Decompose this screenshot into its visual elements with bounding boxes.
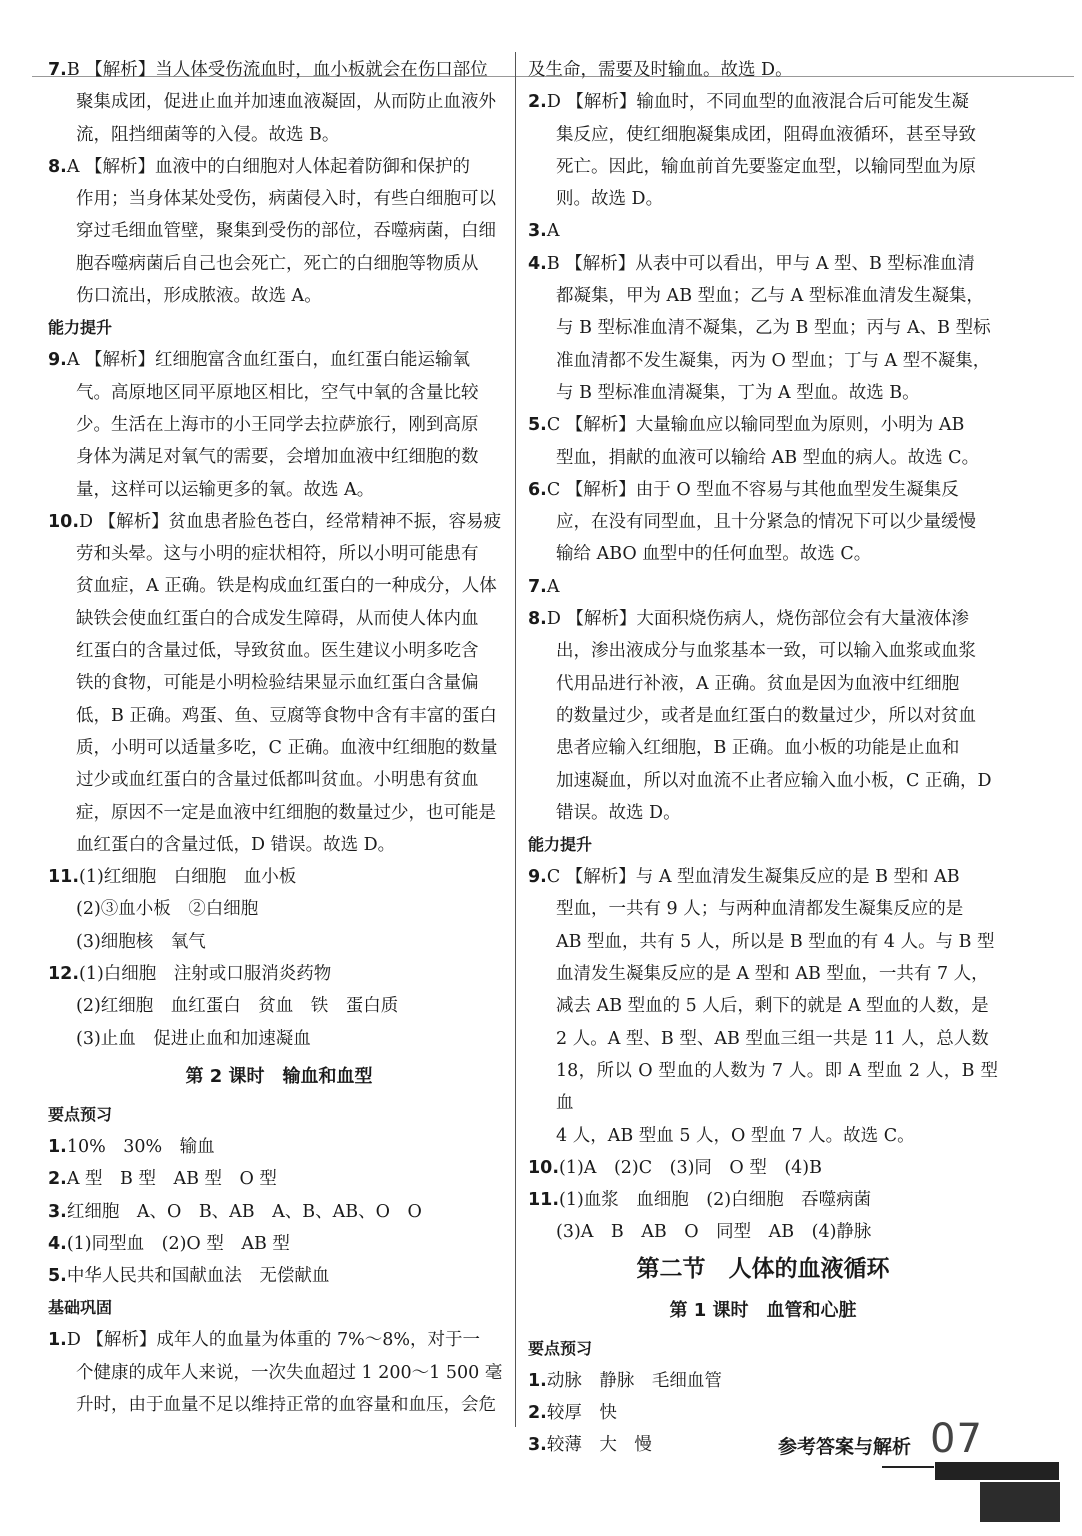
answer-line: 铁的食物，可能是小明检验结果显示血红蛋白含量偏 [76,673,479,694]
footer-bar [935,1462,1059,1480]
answer-line: 血红蛋白的含量过低，D 错误。故选 D。 [76,834,396,855]
answer-line: 加速凝血，所以对血流不止者应输入血小板，C 正确，D [556,770,992,791]
answer-item [48,1196,510,1228]
answer-item [48,1324,510,1421]
answer-text: 中华人民共和国献血法 无偿献血 [66,1266,330,1287]
lesson-title: 第 1 课时 血管和心脏 [669,1299,857,1321]
item-number: 9. [528,867,547,888]
answer-text: 红细胞 A、O B、AB A、B、AB、O O [66,1201,422,1222]
left-column [48,54,510,1421]
answer-text: C 【解析】与 A 型血清发生凝集反应的是 B 型和 AB [546,867,960,888]
item-number: 10. [48,511,80,532]
answer-item [528,1429,998,1461]
answer-line: 过少或血红蛋白的含量过低都叫贫血。小明患有贫血 [76,770,479,791]
answer-text: (1)同型血 (2)O 型 AB 型 [66,1233,290,1254]
answer-item [528,474,998,571]
lesson-title: 第 2 课时 输血和血型 [185,1065,373,1087]
item-number: 1. [48,1330,67,1351]
footer-rule [882,1466,934,1468]
answer-item [528,86,998,215]
answer-line: 与 B 型标准血清不凝集，乙为 B 型血；丙与 A、B 型标 [556,318,991,339]
answer-text: B 【解析】当人体受伤流血时，血小板就会在伤口部位 [66,60,488,80]
answer-line: 症，原因不一定是血液中红细胞的数量过少，也可能是 [76,802,496,823]
answer-text: 较薄 大 慢 [546,1435,652,1456]
answer-text: A 【解析】红细胞富含血红蛋白，血红蛋白能运输氧 [66,350,471,371]
item-number: 3. [528,1435,547,1456]
answer-item [48,506,510,861]
answer-line: 型血，捐献的血液可以输给 AB 型血的病人。故选 C。 [556,447,980,468]
answer-line: 流，阻挡细菌等的入侵。故选 B。 [76,124,340,145]
item-number: 4. [528,253,547,274]
answer-text: D 【解析】输血时，不同血型的血液混合后可能发生凝 [546,92,969,113]
answer-subline [48,926,510,958]
answer-text: (1)A (2)C (3)同 O 型 (4)B [559,1157,822,1178]
answer-item [528,1184,998,1216]
answer-text: A [546,221,560,242]
item-number: 11. [48,867,80,888]
answer-text: 动脉 静脉 毛细血管 [546,1370,722,1391]
answer-item [48,1163,510,1195]
answer-line: (2)③血小板 ②白细胞 [76,899,259,920]
chapter-section-title: 第二节 人体的血液循环 [636,1255,890,1282]
answer-line: 2 人。A 型、B 型、AB 型血三组一共是 11 人，总人数 [556,1028,989,1049]
item-number: 3. [48,1201,67,1222]
answer-item [48,958,510,990]
answer-line: 准血清都不发生凝集，丙为 O 型血；丁与 A 型不凝集， [556,350,991,371]
answer-text: A 【解析】血液中的白细胞对人体起着防御和保护的 [66,156,471,177]
answer-line: 贫血症，A 正确。铁是构成血红蛋白的一种成分，人体 [76,576,497,597]
answer-item [528,1397,998,1429]
item-number: 10. [528,1157,560,1178]
answer-line: 气。高原地区同平原地区相比，空气中氧的含量比较 [76,382,479,403]
answer-line: 红蛋白的含量过低，导致贫血。医生建议小明多吃含 [76,641,479,662]
column-divider [515,52,516,1427]
answer-item [528,603,998,829]
answer-line: 少。生活在上海市的小王同学去拉萨旅行，刚到高原 [76,414,479,435]
answer-subline [48,990,510,1022]
answer-text: D 【解析】大面积烧伤病人，烧伤部位会有大量液体渗 [546,609,969,630]
answer-text: 10% 30% 输血 [66,1136,215,1157]
answer-line: 与 B 型标准血清凝集，丁为 A 型血。故选 B。 [556,382,920,403]
answer-line: 都凝集，甲为 AB 型血；乙与 A 型标准血清发生凝集， [556,286,984,307]
answer-text: D 【解析】成年人的血量为体重的 7%～8%，对于一 [66,1330,481,1351]
item-number: 1. [528,1370,547,1391]
answer-text: (1)红细胞 白细胞 血小板 [79,867,297,888]
answer-text: 较厚 快 [546,1402,617,1423]
answer-line: 血清发生凝集反应的是 A 型和 AB 型血，一共有 7 人， [556,964,989,985]
answer-line: 死亡。因此，输血前首先要鉴定血型，以输同型血为原 [556,156,976,177]
answer-item [48,1131,510,1163]
answer-line: 缺铁会使血红蛋白的合成发生障碍，从而使人体内血 [76,608,479,629]
answer-item [48,151,510,312]
answer-line: 低，B 正确。鸡蛋、鱼、豆腐等食物中含有丰富的蛋白 [76,705,497,726]
answer-line: 身体为满足对氧气的需要，会增加血液中红细胞的数 [76,447,479,468]
answer-line: 则。故选 D。 [556,189,664,210]
page-number: 07 [930,1416,983,1462]
item-number: 7. [48,60,67,80]
answer-item [528,861,998,1152]
answer-line: 作用；当身体某处受伤，病菌侵入时，有些白细胞可以 [76,189,496,210]
answer-text: C 【解析】大量输血应以输同型血为原则，小明为 AB [546,415,965,436]
answer-line: 18，所以 O 型血的人数为 7 人。即 A 型血 2 人，B 型血 [556,1060,998,1114]
item-number: 4. [48,1233,67,1254]
answer-line: 型血，一共有 9 人；与两种血清都发生凝集反应的是 [556,899,964,920]
item-number: 9. [48,350,67,371]
item-number: 5. [528,415,547,436]
answer-item [528,1152,998,1184]
answer-text: D 【解析】贫血患者脸色苍白，经常精神不振，容易疲 [79,511,502,532]
answer-line: (2)红细胞 血红蛋白 贫血 铁 蛋白质 [76,996,399,1017]
answer-text: (1)血浆 血细胞 (2)白细胞 吞噬病菌 [559,1190,872,1211]
answer-text: C 【解析】由于 O 型血不容易与其他血型发生凝集反 [546,479,959,500]
answer-line: 聚集成团，促进止血并加速血液凝固，从而防止血液外 [76,92,496,113]
item-number: 8. [528,609,547,630]
answer-line: 减去 AB 型血的 5 人后，剩下的就是 A 型血的人数，是 [556,996,989,1017]
answer-line: 量，这样可以运输更多的氧。故选 A。 [76,479,375,500]
section-heading: 要点预习 [528,1338,593,1358]
answer-line: 输给 ABO 血型中的任何血型。故选 C。 [556,544,872,565]
answer-subline [48,893,510,925]
item-number: 6. [528,479,547,500]
answer-item [48,1228,510,1260]
item-number: 3. [528,221,547,242]
answer-line: AB 型血，共有 5 人，所以是 B 型血的有 4 人。与 B 型 [556,931,995,952]
answer-line: 4 人，AB 型血 5 人，O 型血 7 人。故选 C。 [556,1125,915,1146]
answer-line: 及生命，需要及时输血。故选 D。 [528,60,793,80]
item-number: 2. [528,1402,547,1423]
answer-line: 患者应输入红细胞，B 正确。血小板的功能是止血和 [556,738,960,759]
answer-item [48,1260,510,1292]
section-heading: 基础巩固 [48,1298,113,1318]
answer-line: 质，小明可以适量多吃，C 正确。血液中红细胞的数量 [76,737,498,758]
section-heading: 能力提升 [48,318,113,338]
answer-line: 伤口流出，形成脓液。故选 A。 [76,286,322,307]
answer-line: 个健康的成年人来说，一次失血超过 1 200～1 500 毫 [76,1362,503,1383]
answer-line: 代用品进行补液，A 正确。贫血是因为血液中红细胞 [556,673,960,694]
item-number: 5. [48,1266,67,1287]
answer-subline [528,1216,998,1248]
section-heading: 要点预习 [48,1104,113,1124]
answer-subline [48,1023,510,1055]
answer-line: (3)止血 促进止血和加速凝血 [76,1028,311,1049]
item-number: 8. [48,156,67,177]
item-number: 2. [48,1169,67,1190]
answer-item [528,215,998,247]
answer-item [48,344,510,505]
answer-line: 错误。故选 D。 [556,802,681,823]
answer-text: A 型 B 型 AB 型 O 型 [66,1169,277,1190]
item-number: 1. [48,1136,67,1157]
section-heading: 能力提升 [528,835,593,855]
answer-line: 的数量过少，或者是血红蛋白的数量过少，所以对贫血 [556,705,976,726]
answer-line: 胞吞噬病菌后自己也会死亡，死亡的白细胞等物质从 [76,253,479,274]
answer-item [528,248,998,409]
answer-text: (1)白细胞 注射或口服消炎药物 [79,964,332,985]
answer-line: 劳和头晕。这与小明的症状相符，所以小明可能患有 [76,544,479,565]
answer-line: 穿过毛细血管壁，聚集到受伤的部位，吞噬病菌，白细 [76,221,496,242]
item-number: 7. [528,576,547,597]
answer-line: 升时，由于血量不足以维持正常的血容量和血压，会危 [76,1394,496,1415]
answer-text: A [546,576,560,597]
answer-subline [528,54,998,86]
footer-label: 参考答案与解析 [778,1436,912,1458]
answer-item [528,1365,998,1397]
answer-text: B 【解析】从表中可以看出，甲与 A 型、B 型标准血清 [546,253,975,274]
answer-line: 出，渗出液成分与血浆基本一致，可以输入血浆或血浆 [556,641,976,662]
item-number: 2. [528,92,547,113]
item-number: 12. [48,964,80,985]
answer-item [48,54,510,151]
answer-item [528,571,998,603]
answer-line: (3)A B AB O 同型 AB (4)静脉 [556,1222,872,1243]
right-column [528,54,998,1462]
answer-line: 应，在没有同型血，且十分紧急的情况下可以少量缓慢 [556,512,976,533]
answer-item [528,409,998,474]
answer-item [48,861,510,893]
item-number: 11. [528,1190,560,1211]
answer-line: (3)细胞核 氧气 [76,931,206,952]
answer-line: 集反应，使红细胞凝集成团，阻碍血液循环，甚至导致 [556,124,976,145]
footer-corner-block [980,1482,1060,1522]
